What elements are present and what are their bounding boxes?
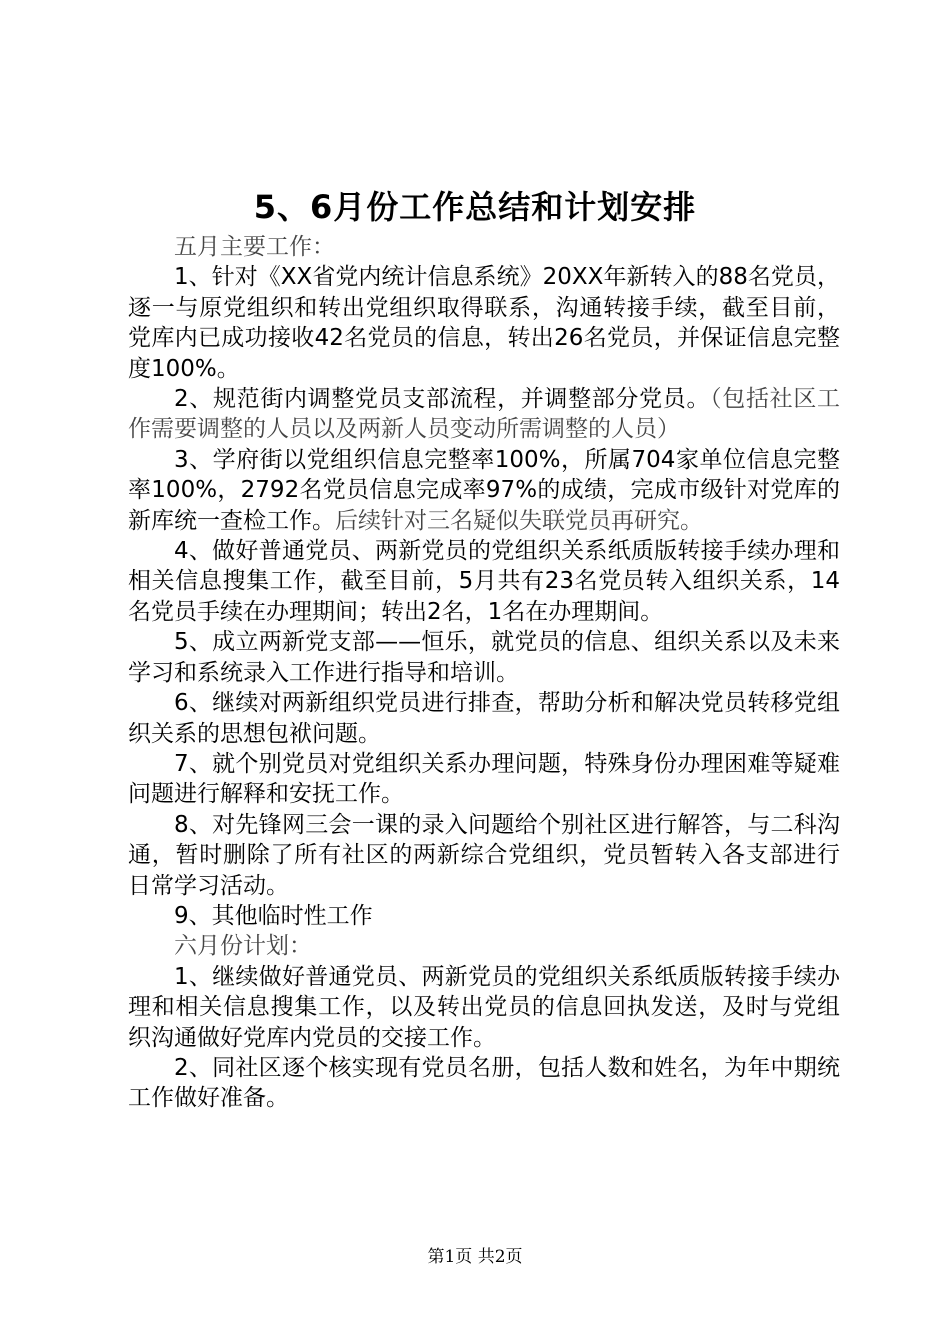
may-item-2-main: 2、规范街内调整党员支部流程，并调整部分党员。 [174,386,711,413]
page-footer: 第1页 共2页 [427,1247,523,1267]
may-item-2 [128,384,840,445]
june-item-1: 1、继续做好普通党员、两新党员的党组织关系纸质版转接手续办理和相关信息搜集工作，以及转出党员的信息回执发送，及时与党组织沟通做好党库内党员的交接工作。 [128,963,840,1051]
june-item-2: 2、同社区逐个核实现有党员名册，包括人数和姓名，为年中期统工作做好准备。 [128,1054,840,1112]
may-section-heading: 五月主要工作： [174,234,335,260]
may-item-2-note: （包括社区工作需要调整的人员以及两新人员变动所需调整的人员） [128,386,840,443]
may-item-4: 4、做好普通党员、两新党员的党组织关系纸质版转接手续办理和相关信息搜集工作，截至目前，5月共有23名党员转入组织关系，14名党员手续在办理期间；转出2名，1名在办理期间。 [128,538,840,625]
may-item-6: 6、继续对两新组织党员进行排查，帮助分析和解决党员转移党组织关系的思想包袱问题。 [128,690,840,747]
document-body [128,232,840,1114]
may-item-7: 7、就个别党员对党组织关系办理问题，特殊身份办理困难等疑难问题进行解释和安抚工作。 [128,750,840,808]
may-item-5: 5、成立两新党支部——恒乐，就党员的信息、组织关系以及未来学习和系统录入工作进行指导和培训。 [128,629,840,686]
may-item-1: 1、针对《XX省党内统计信息系统》20XX年新转入的88名党员，逐一与原党组织和转出党组织取得联系，沟通转接手续，截至目前，党库内已成功接收42名党员的信息，转出26名党员，并保证信息完整度100%。 [128,264,840,382]
may-item-3-note: 后续针对三名疑似失联党员再研究。 [335,507,703,534]
may-item-9: 9、其他临时性工作 [174,902,373,929]
document-title: 5、6月份工作总结和计划安排 [253,188,697,226]
june-section-heading: 六月份计划： [174,933,312,960]
may-item-3 [128,445,840,536]
may-item-8: 8、对先锋网三会一课的录入问题给个别社区进行解答，与二科沟通，暂时删除了所有社区的两新综合党组织，党员暂转入各支部进行日常学习活动。 [128,811,840,899]
may-item-3-main: 3、学府街以党组织信息完整率100%，所属704家单位信息完整率100%，2792名党员信息完成率97%的成绩，完成市级针对党库的新库统一查检工作。 [128,446,840,534]
